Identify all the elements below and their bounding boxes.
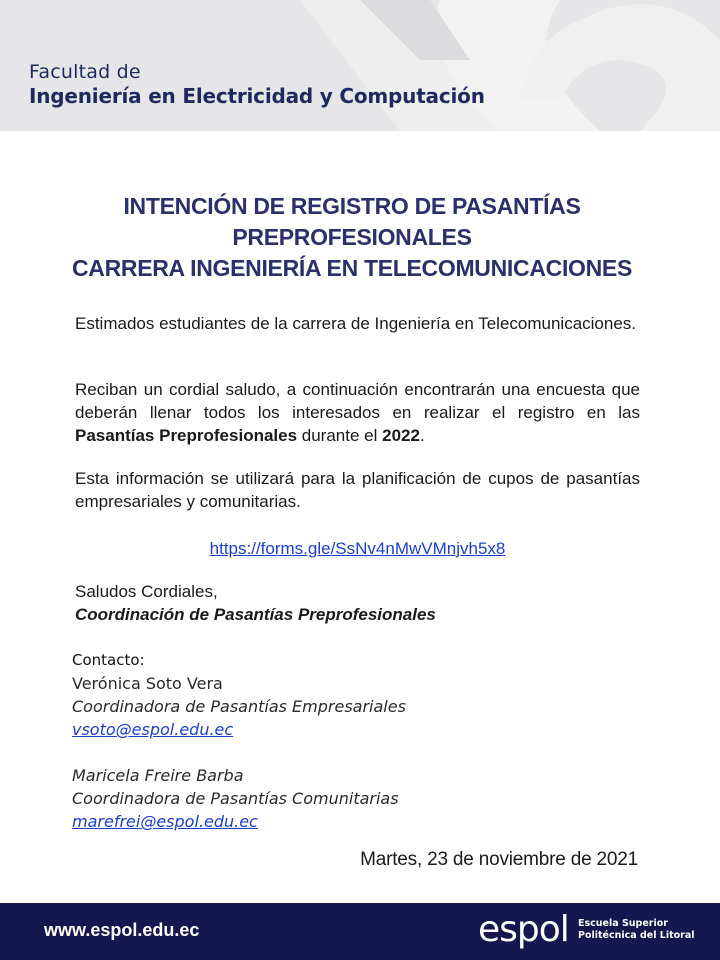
website-link[interactable]: www.espol.edu.ec [44, 920, 200, 940]
logo-subtitle-line2: Politécnica del Litoral [578, 930, 695, 941]
survey-text-c: . [419, 426, 425, 445]
signature-office: Coordinación de Pasantías Preprofesionales [75, 605, 436, 624]
contact-block [72, 649, 406, 833]
form-link-line [75, 537, 640, 560]
greeting-paragraph: Estimados estudiantes de la carrera de Ingeniería en Telecomunicaciones. [75, 314, 637, 333]
document-date: Martes, 23 de noviembre de 2021 [360, 849, 638, 870]
contact-label: Contacto: [72, 651, 145, 669]
planning-paragraph: Esta información se utilizará para la planificación de cupos de pasantías empresariales y comunitarias. [75, 469, 640, 511]
closing-text: Saludos Cordiales, [75, 582, 218, 601]
faculty-name-line1: Facultad de [29, 61, 141, 83]
espol-logo-subtitle [578, 918, 695, 942]
survey-text-a: Reciban un cordial saludo, a continuación encontrarán una encuesta que deberán llenar todos los interesados en realizar el registro en las [75, 380, 640, 422]
contact2-name: Maricela Freire Barba [72, 766, 244, 785]
footer-bar [0, 903, 720, 960]
survey-bold-program: Pasantías Preprofesionales [75, 426, 298, 445]
header-banner [0, 0, 720, 131]
contact1-name: Verónica Soto Vera [72, 674, 223, 693]
document-title-line1: INTENCIÓN DE REGISTRO DE PASANTÍAS [123, 193, 581, 219]
document-title-line2: PREPROFESIONALES [232, 224, 472, 250]
faculty-name-line2: Ingeniería en Electricidad y Computación [29, 84, 485, 108]
survey-text-b: durante el [297, 426, 383, 445]
document-title-line3: CARRERA INGENIERÍA EN TELECOMUNICACIONES [71, 255, 633, 281]
contact2-email-link[interactable]: marefrei@espol.edu.ec [72, 812, 258, 831]
form-link[interactable]: https://forms.gle/SsNv4nMwVMnjvh5x8 [209, 539, 506, 558]
signature-block [75, 580, 436, 626]
espol-logo-wordmark: espol [478, 909, 569, 950]
logo-subtitle-line1: Escuela Superior [578, 918, 668, 929]
contact1-email-link[interactable]: vsoto@espol.edu.ec [72, 720, 234, 739]
survey-bold-year: 2022 [382, 426, 420, 445]
contact2-role: Coordinadora de Pasantías Comunitarias [72, 789, 399, 808]
contact1-role: Coordinadora de Pasantías Empresariales [72, 697, 406, 716]
survey-paragraph [75, 378, 640, 447]
